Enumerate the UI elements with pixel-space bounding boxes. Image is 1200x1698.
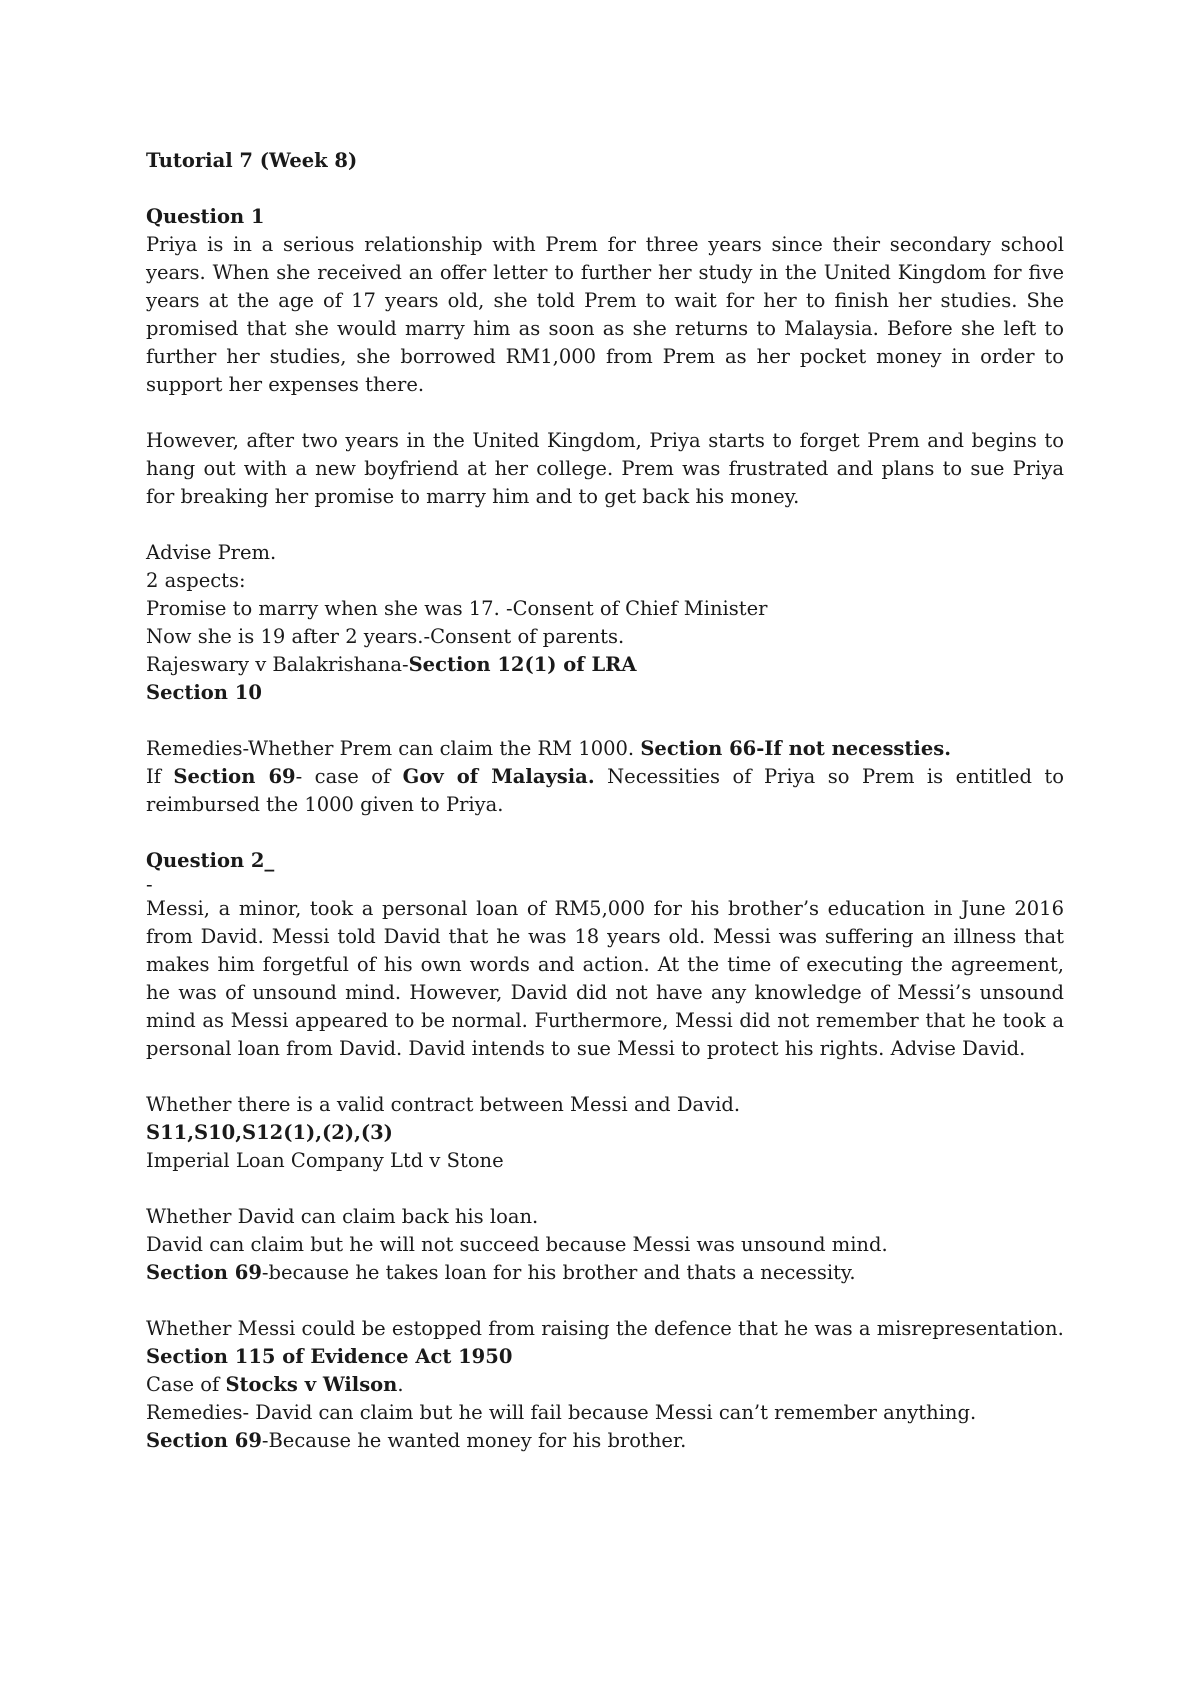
section-69-paragraph	[146, 763, 1064, 819]
estopped-issue: Whether Messi could be estopped from raising the defence that he was a misrepresentation.	[146, 1317, 1064, 1340]
section-69-line	[146, 1259, 1064, 1287]
spacer	[146, 1287, 1064, 1315]
aspect-1: Promise to marry when she was 17. -Consent of Chief Minister	[146, 597, 768, 620]
section-69-reason: -because he takes loan for his brother and thats a necessity.	[261, 1261, 856, 1284]
question-1-heading: Question 1	[146, 205, 265, 228]
spacer	[146, 1063, 1064, 1091]
question-2-underscore: _	[264, 849, 275, 872]
case-dot: .	[397, 1373, 404, 1396]
spacer	[146, 819, 1064, 847]
question-1-paragraph-1: Priya is in a serious relationship with Prem for three years since their secondary school years. When she received an offer letter to further her study in the United Kingdom for five years at the age of 17 years old, she told Prem to wait for her to finish her studies. She promised that she would marry him as soon as she returns to Malaysia. Before she left to further her studies, she borrowed RM1,000 from Prem as her pocket money in order to support her expenses there.	[146, 233, 1064, 396]
stocks-case: Stocks v Wilson	[225, 1373, 398, 1396]
if-case: Gov of Malaysia.	[402, 765, 595, 788]
claim-but-line: David can claim but he will not succeed because Messi was unsound mind.	[146, 1233, 888, 1256]
case-rajeswary	[146, 651, 1064, 679]
aspect-2: Now she is 19 after 2 years.-Consent of parents.	[146, 625, 625, 648]
document-body	[146, 147, 1064, 1455]
if-section: Section 69	[173, 765, 296, 788]
spacer	[146, 511, 1064, 539]
document-title: Tutorial 7 (Week 8)	[146, 149, 358, 172]
valid-contract-issue: Whether there is a valid contract between Messi and David.	[146, 1093, 741, 1116]
section-69-brother-reason: -Because he wanted money for his brother.	[261, 1429, 687, 1452]
if-mid: - case of	[295, 765, 403, 788]
case-of-label: Case of	[146, 1373, 226, 1396]
section-69-brother-label: Section 69	[146, 1429, 262, 1452]
spacer	[146, 1175, 1064, 1203]
spacer	[146, 399, 1064, 427]
question-2-heading	[146, 847, 1064, 875]
remedies-text: Remedies-Whether Prem can claim the RM 1000.	[146, 737, 641, 760]
remedies-section: Section 66-If not necessties.	[640, 737, 951, 760]
sections-list: S11,S10,S12(1),(2),(3)	[146, 1121, 393, 1144]
question-2-paragraph-1: Messi, a minor, took a personal loan of RM5,000 for his brother’s education in June 2016 from David. Messi told David that he was 18 years old. Messi was suffering an illness that makes him forgetful of his own words and action. At the time of executing the agreement, he was of unsound mind. However, David did not have any knowledge of Messi’s unsound mind as Messi appeared to be normal. Furthermore, Messi did not remember that he took a personal loan from David. David intends to sue Messi to protect his rights. Advise David.	[146, 897, 1064, 1060]
advise-prem: Advise Prem.	[146, 541, 277, 564]
section-69-label: Section 69	[146, 1261, 262, 1284]
dash-line: -	[146, 873, 153, 896]
aspects-label: 2 aspects:	[146, 569, 246, 592]
case-name: Rajeswary v Balakrishana-	[146, 653, 409, 676]
stocks-case-line	[146, 1371, 1064, 1399]
section-69-brother-line	[146, 1427, 1064, 1455]
spacer	[146, 175, 1064, 203]
evidence-act-section: Section 115 of Evidence Act 1950	[146, 1345, 513, 1368]
if-word: If	[146, 765, 174, 788]
section-10: Section 10	[146, 681, 262, 704]
question-2-label: Question 2	[146, 849, 265, 872]
remedies-line	[146, 735, 1064, 763]
case-section: Section 12(1) of LRA	[408, 653, 637, 676]
if-rest: Necessities of Priya so Prem is entitled to reimbursed the 1000 given to Priya.	[146, 765, 1064, 816]
question-1-paragraph-2: However, after two years in the United Kingdom, Priya starts to forget Prem and begins to hang out with a new boyfriend at her college. Prem was frustrated and plans to sue Priya for breaking her promise to marry him and to get back his money.	[146, 429, 1064, 508]
imperial-loan-case: Imperial Loan Company Ltd v Stone	[146, 1149, 504, 1172]
claim-back-issue: Whether David can claim back his loan.	[146, 1205, 539, 1228]
spacer	[146, 707, 1064, 735]
remedies-q2: Remedies- David can claim but he will fail because Messi can’t remember anything.	[146, 1401, 977, 1424]
